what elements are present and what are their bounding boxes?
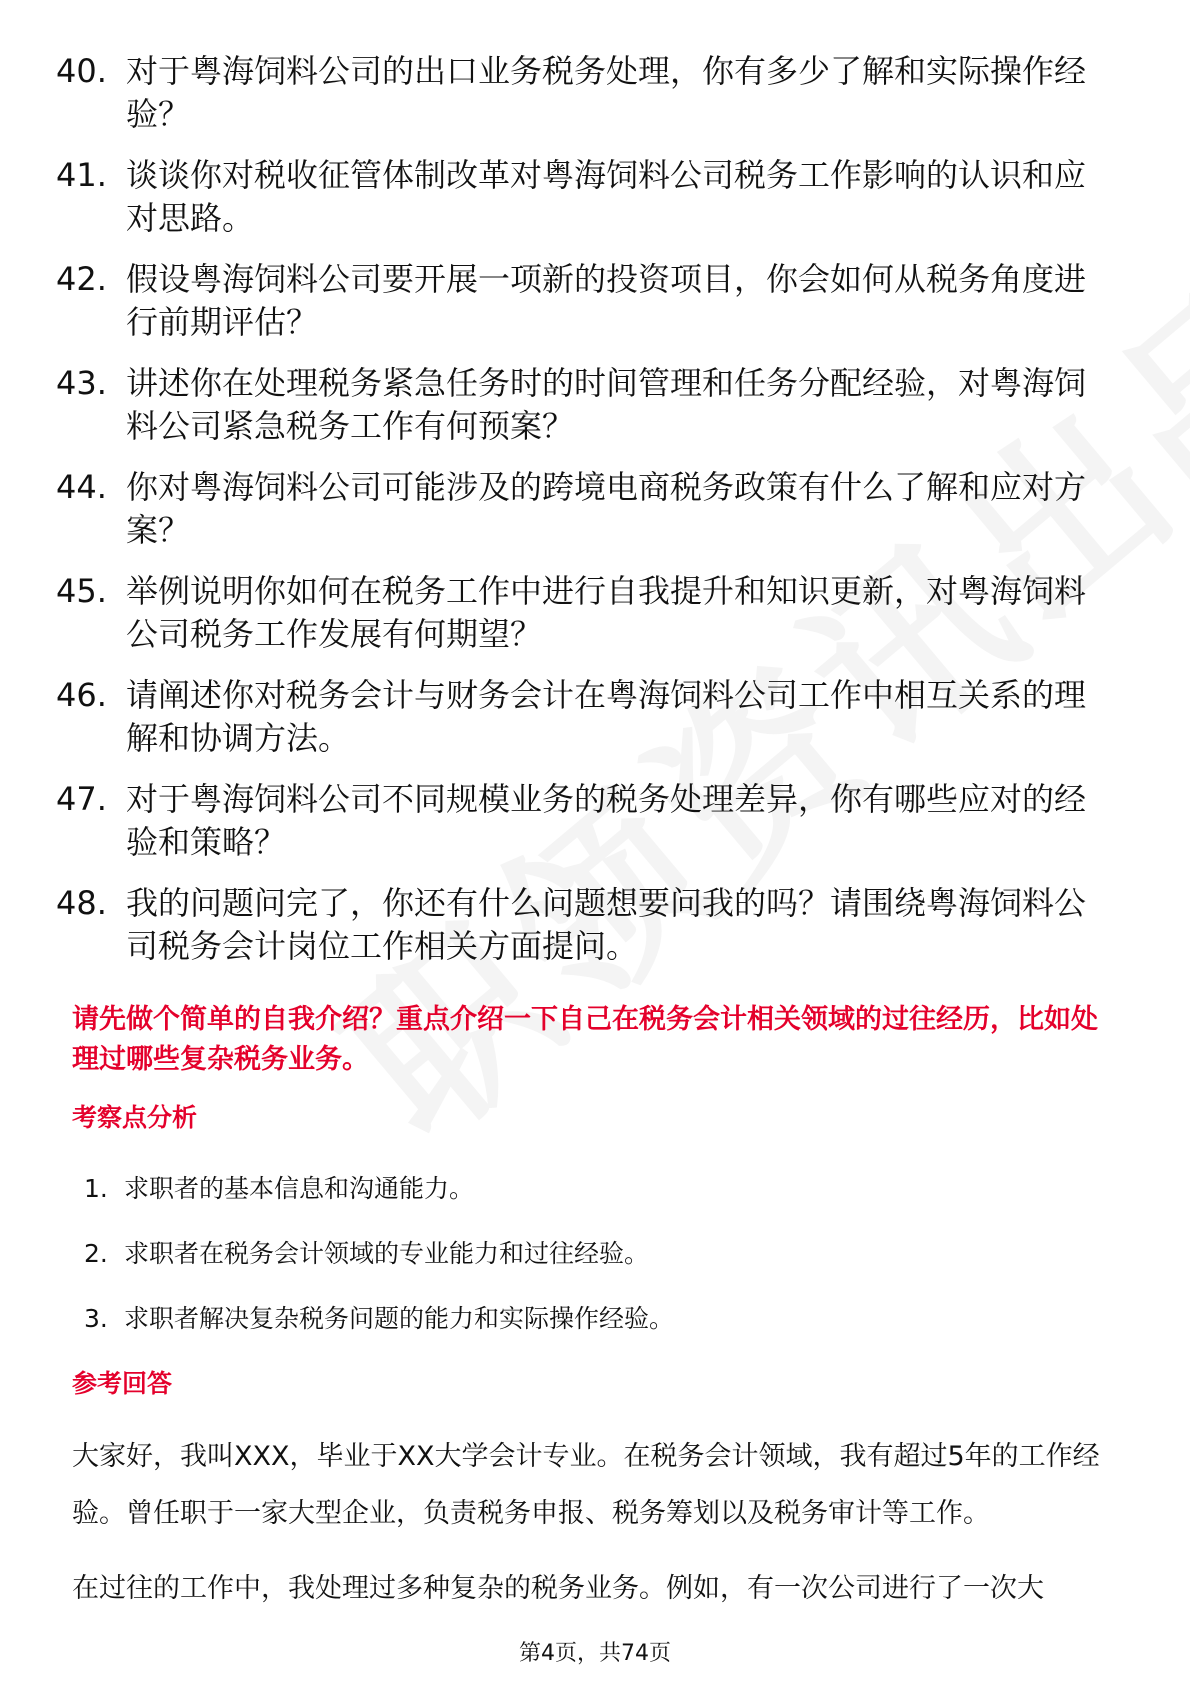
question-number: 44. [56,468,107,506]
analysis-text: 求职者在税务会计领域的专业能力和过往经验。 [124,1239,650,1268]
answer-paragraph: 大家好，我叫XXX，毕业于XX大学会计专业。在税务会计领域，我有超过5年的工作经验。曾任职于一家大型企业，负责税务申报、税务筹划以及税务审计等工作。 [72,1441,1100,1529]
answer-heading: 参考回答 [72,1369,173,1398]
question-number: 47. [56,780,107,818]
question-text: 对于粤海饲料公司的出口业务税务处理，你有多少了解和实际操作经验？ [126,52,1087,133]
question-text: 请阐述你对税务会计与财务会计在粤海饲料公司工作中相互关系的理解和协调方法。 [126,676,1087,757]
question-text: 讲述你在处理税务紧急任务时的时间管理和任务分配经验，对粤海饲料公司紧急税务工作有何预案？ [126,364,1087,445]
question-number: 41. [56,156,107,194]
analysis-number: 1. [84,1174,108,1203]
question-item [56,362,1116,448]
analysis-text: 求职者的基本信息和沟通能力。 [124,1174,475,1203]
question-item [56,154,1116,240]
question-text: 假设粤海饲料公司要开展一项新的投资项目，你会如何从税务角度进行前期评估？ [126,260,1087,341]
question-number: 42. [56,260,107,298]
question-list [56,50,1116,986]
question-item [56,882,1116,968]
question-text: 举例说明你如何在税务工作中进行自我提升和知识更新，对粤海饲料公司税务工作发展有何期望？ [126,572,1087,653]
analysis-number: 2. [84,1239,108,1268]
analysis-text: 求职者解决复杂税务问题的能力和实际操作经验。 [124,1304,675,1333]
question-item [56,778,1116,864]
highlight-question: 请先做个简单的自我介绍？重点介绍一下自己在税务会计相关领域的过往经历，比如处理过哪些复杂税务业务。 [72,1004,1098,1075]
question-number: 45. [56,572,107,610]
question-item [56,50,1116,136]
question-item [56,674,1116,760]
answer-paragraph: 在过往的工作中，我处理过多种复杂的税务业务。例如，有一次公司进行了一次大 [72,1573,1044,1604]
question-item [56,570,1116,656]
analysis-list [84,1172,674,1367]
question-item [56,466,1116,552]
question-number: 46. [56,676,107,714]
question-item [56,258,1116,344]
analysis-item [84,1237,674,1271]
question-text: 对于粤海饲料公司不同规模业务的税务处理差异，你有哪些应对的经验和策略？ [126,780,1087,861]
question-text: 你对粤海饲料公司可能涉及的跨境电商税务政策有什么了解和应对方案？ [126,468,1087,549]
analysis-item [84,1172,674,1206]
question-number: 43. [56,364,107,402]
question-text: 谈谈你对税收征管体制改革对粤海饲料公司税务工作影响的认识和应对思路。 [126,156,1087,237]
analysis-item [84,1302,674,1336]
question-number: 40. [56,52,107,90]
analysis-heading: 考察点分析 [72,1103,198,1132]
question-text: 我的问题问完了，你还有什么问题想要问我的吗？请围绕粤海饲料公司税务会计岗位工作相关方面提问。 [126,884,1087,965]
question-number: 48. [56,884,107,922]
analysis-number: 3. [84,1304,108,1333]
page-footer: 第4页，共74页 [519,1641,671,1666]
